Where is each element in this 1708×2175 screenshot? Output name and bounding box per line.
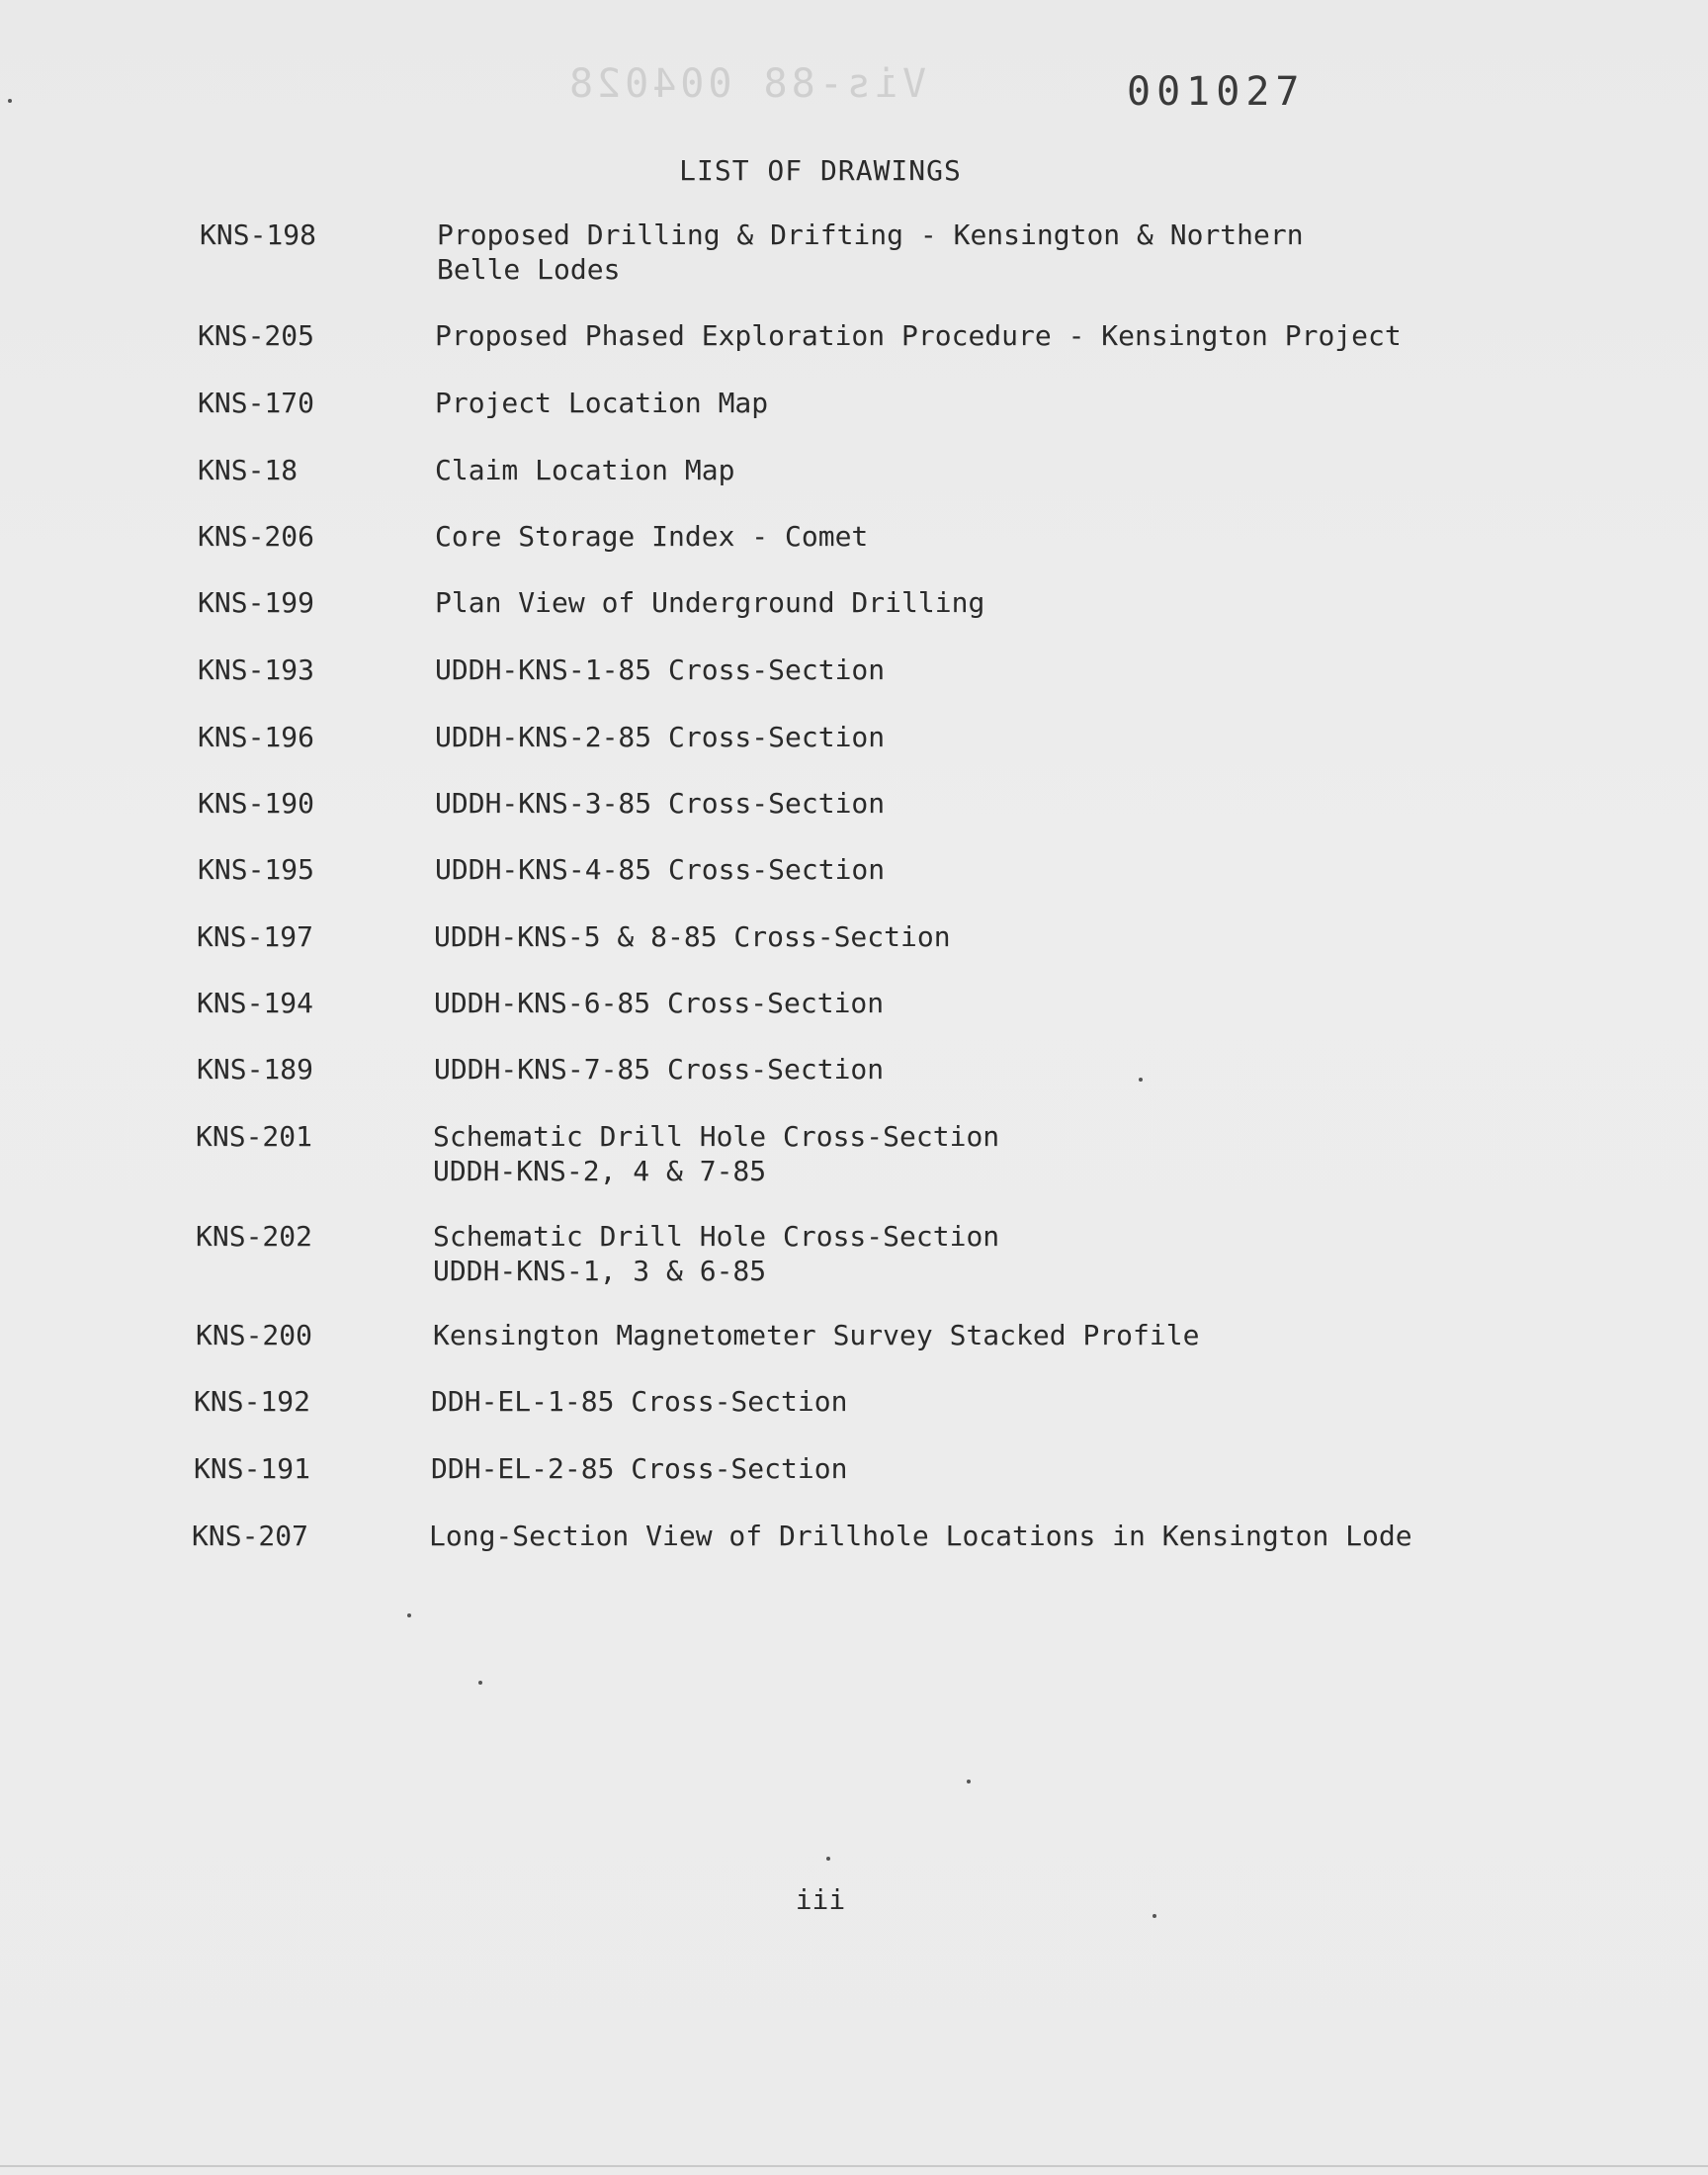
drawing-code: KNS-170 [198, 387, 315, 419]
drawing-title-line: Kensington Magnetometer Survey Stacked Profile [433, 1319, 1200, 1351]
drawing-title [429, 1519, 1477, 1553]
drawing-code: KNS-199 [198, 586, 315, 619]
drawing-title [434, 986, 1482, 1020]
drawing-code: KNS-191 [194, 1452, 311, 1485]
drawing-code: KNS-207 [192, 1520, 309, 1552]
drawing-code: KNS-195 [198, 853, 315, 886]
drawing-title-line: UDDH-KNS-4-85 Cross-Section [435, 853, 886, 886]
drawing-title-line: UDDH-KNS-2, 4 & 7-85 [433, 1155, 767, 1187]
drawing-title [435, 786, 1483, 821]
drawing-code: KNS-18 [198, 454, 299, 486]
drawing-title-line: UDDH-KNS-2-85 Cross-Section [435, 721, 886, 753]
drawing-title-line: UDDH-KNS-5 & 8-85 Cross-Section [434, 920, 951, 953]
drawing-title [435, 652, 1483, 687]
drawing-title-line: Core Storage Index - Comet [435, 520, 869, 553]
drawing-title [433, 1318, 1481, 1352]
drawing-title [435, 585, 1483, 620]
drawing-title [434, 919, 1482, 954]
drawing-title-line: UDDH-KNS-7-85 Cross-Section [434, 1053, 885, 1086]
drawing-title [433, 1119, 1481, 1188]
drawing-title [434, 1052, 1482, 1087]
page-title: LIST OF DRAWINGS [679, 154, 962, 187]
drawing-code: KNS-201 [196, 1120, 313, 1153]
drawing-code: KNS-193 [198, 653, 315, 686]
drawing-title-line: Long-Section View of Drillhole Locations in Kensington Lode [429, 1520, 1412, 1552]
scan-edge-line [0, 2165, 1708, 2167]
scan-speck [826, 1857, 830, 1861]
drawing-code: KNS-200 [196, 1319, 313, 1351]
scan-speck [478, 1681, 482, 1685]
drawing-title-line: Schematic Drill Hole Cross-Section [433, 1220, 1000, 1253]
drawing-title [435, 386, 1483, 420]
drawing-title-line: UDDH-KNS-3-85 Cross-Section [435, 787, 886, 820]
drawing-title [435, 453, 1483, 487]
scan-speck [8, 99, 12, 103]
page-number: iii [795, 1883, 846, 1916]
drawing-title-line: DDH-EL-2-85 Cross-Section [431, 1452, 848, 1485]
drawing-code: KNS-194 [197, 987, 314, 1019]
drawing-code: KNS-198 [200, 218, 317, 251]
drawing-title [435, 852, 1483, 887]
bleed-through-stamp: Vis-88 004028 [565, 61, 927, 107]
drawing-code: KNS-206 [198, 520, 315, 553]
drawing-title-line: UDDH-KNS-6-85 Cross-Section [434, 987, 885, 1019]
drawing-code: KNS-190 [198, 787, 315, 820]
drawing-title [435, 720, 1483, 754]
drawing-title [433, 1219, 1481, 1288]
scan-speck [1139, 1078, 1143, 1082]
drawing-title-line: Proposed Drilling & Drifting - Kensington & Northern [437, 218, 1304, 251]
drawing-title [435, 318, 1483, 353]
drawing-title-line: DDH-EL-1-85 Cross-Section [431, 1385, 848, 1418]
drawing-title [431, 1451, 1479, 1486]
drawing-code: KNS-196 [198, 721, 315, 753]
drawing-title-line: UDDH-KNS-1, 3 & 6-85 [433, 1255, 767, 1287]
drawing-title-line: Belle Lodes [437, 253, 621, 286]
drawing-code: KNS-202 [196, 1220, 313, 1253]
drawing-title-line: Plan View of Underground Drilling [435, 586, 985, 619]
drawing-title-line: Claim Location Map [435, 454, 735, 486]
drawing-title-line: UDDH-KNS-1-85 Cross-Section [435, 653, 886, 686]
document-number: 001027 [1127, 69, 1306, 115]
drawing-title-line: Proposed Phased Exploration Procedure - Kensington Project [435, 319, 1402, 352]
drawing-code: KNS-189 [197, 1053, 314, 1086]
drawing-title [437, 218, 1485, 287]
drawing-title [431, 1384, 1479, 1419]
scan-speck [1153, 1914, 1156, 1918]
drawing-title [435, 519, 1483, 554]
drawing-code: KNS-192 [194, 1385, 311, 1418]
scan-speck [407, 1613, 411, 1617]
scan-speck [967, 1780, 971, 1784]
drawing-code: KNS-205 [198, 319, 315, 352]
drawing-title-line: Project Location Map [435, 387, 769, 419]
drawing-code: KNS-197 [197, 920, 314, 953]
drawing-title-line: Schematic Drill Hole Cross-Section [433, 1120, 1000, 1153]
